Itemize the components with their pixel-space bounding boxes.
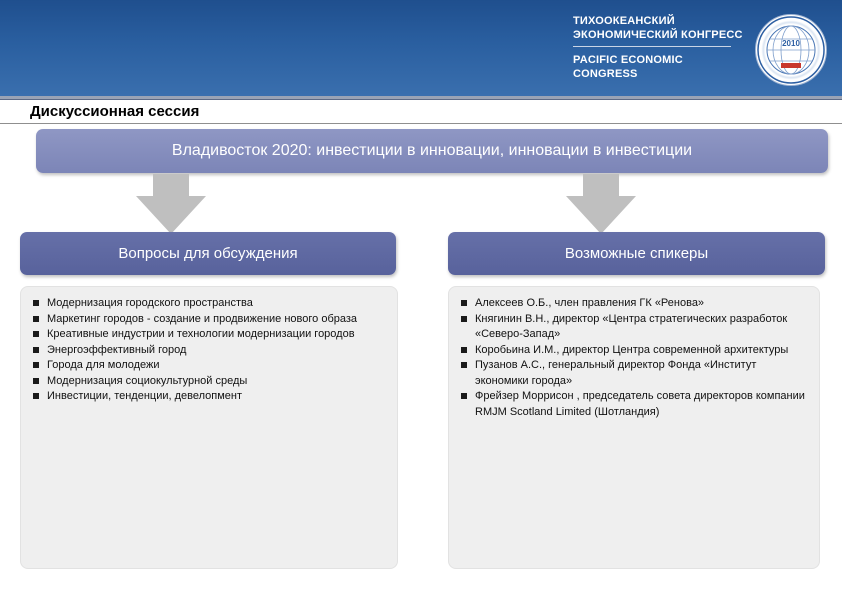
down-arrow-icon [136,174,206,234]
list-item [33,296,387,312]
list-item-text: Алексеев О.Б., член правления ГК «Ренова» [475,297,705,309]
congress-logo [755,14,827,86]
bullet-icon [33,300,39,306]
list-item [461,358,809,389]
speakers-list [449,287,819,420]
list-item-text: Маркетинг городов - создание и продвижение нового образа [47,312,358,325]
list-item [461,389,809,420]
list-item [33,358,387,374]
brand-en-line1: PACIFIC ECONOMIC [573,54,683,66]
bullet-icon [461,347,467,353]
bullet-icon [33,347,39,353]
header-divider-dark [0,99,842,100]
bullet-icon [461,362,467,368]
list-item-text: Фрейзер Моррисон , председатель совета директоров компании RMJM Scotland Limited (Шотландия) [475,390,805,418]
logo-year: 2010 [782,39,800,48]
bullet-icon [461,316,467,322]
discussion-topics-panel [20,286,398,569]
list-item-text: Модернизация социокультурной среды [47,374,248,387]
list-item-text: Модернизация городского пространства [47,297,253,309]
list-item [461,312,809,343]
brand-separator [573,46,731,47]
list-item [33,312,387,328]
brand-ru-line1: ТИХООКЕАНСКИЙ [573,15,675,27]
session-label: Дискуссионная сессия [30,103,200,120]
list-item-text: Пузанов А.С., генеральный директор Фонда «Институт экономики города» [475,359,757,387]
globe-icon [756,15,826,85]
list-item [33,389,387,405]
bullet-icon [461,393,467,399]
list-item [461,343,809,359]
list-item [33,343,387,359]
bullet-icon [33,316,39,322]
discussion-topics-list [21,287,397,405]
speakers-panel [448,286,820,569]
list-item-text: Княгинин В.Н., директор «Центра стратегических разработок «Северо-Запад» [475,312,788,340]
session-underline [0,123,842,124]
list-item [33,327,387,343]
list-item-text: Энергоэффективный город [47,343,187,356]
brand-ru-line2: ЭКОНОМИЧЕСКИЙ КОНГРЕСС [573,29,743,41]
main-title: Владивосток 2020: инвестиции в инновации, инновации в инвестиции [36,129,828,173]
bullet-icon [33,393,39,399]
bullet-icon [33,378,39,384]
list-item-text: Города для молодежи [47,359,160,371]
list-item-text: Коробьина И.М., директор Центра современной архитектуры [475,343,789,356]
bullet-icon [33,362,39,368]
brand-en-line2: CONGRESS [573,68,638,80]
list-item-text: Креативные индустрии и технологии модернизации городов [47,328,355,340]
brand-wordmark [573,14,743,81]
discussion-topics-header: Вопросы для обсуждения [20,232,396,275]
list-item [33,374,387,390]
speakers-header: Возможные спикеры [448,232,825,275]
list-item [461,296,809,312]
list-item-text: Инвестиции, тенденции, девелопмент [47,390,243,402]
bullet-icon [33,331,39,337]
down-arrow-icon [566,174,636,234]
bullet-icon [461,300,467,306]
